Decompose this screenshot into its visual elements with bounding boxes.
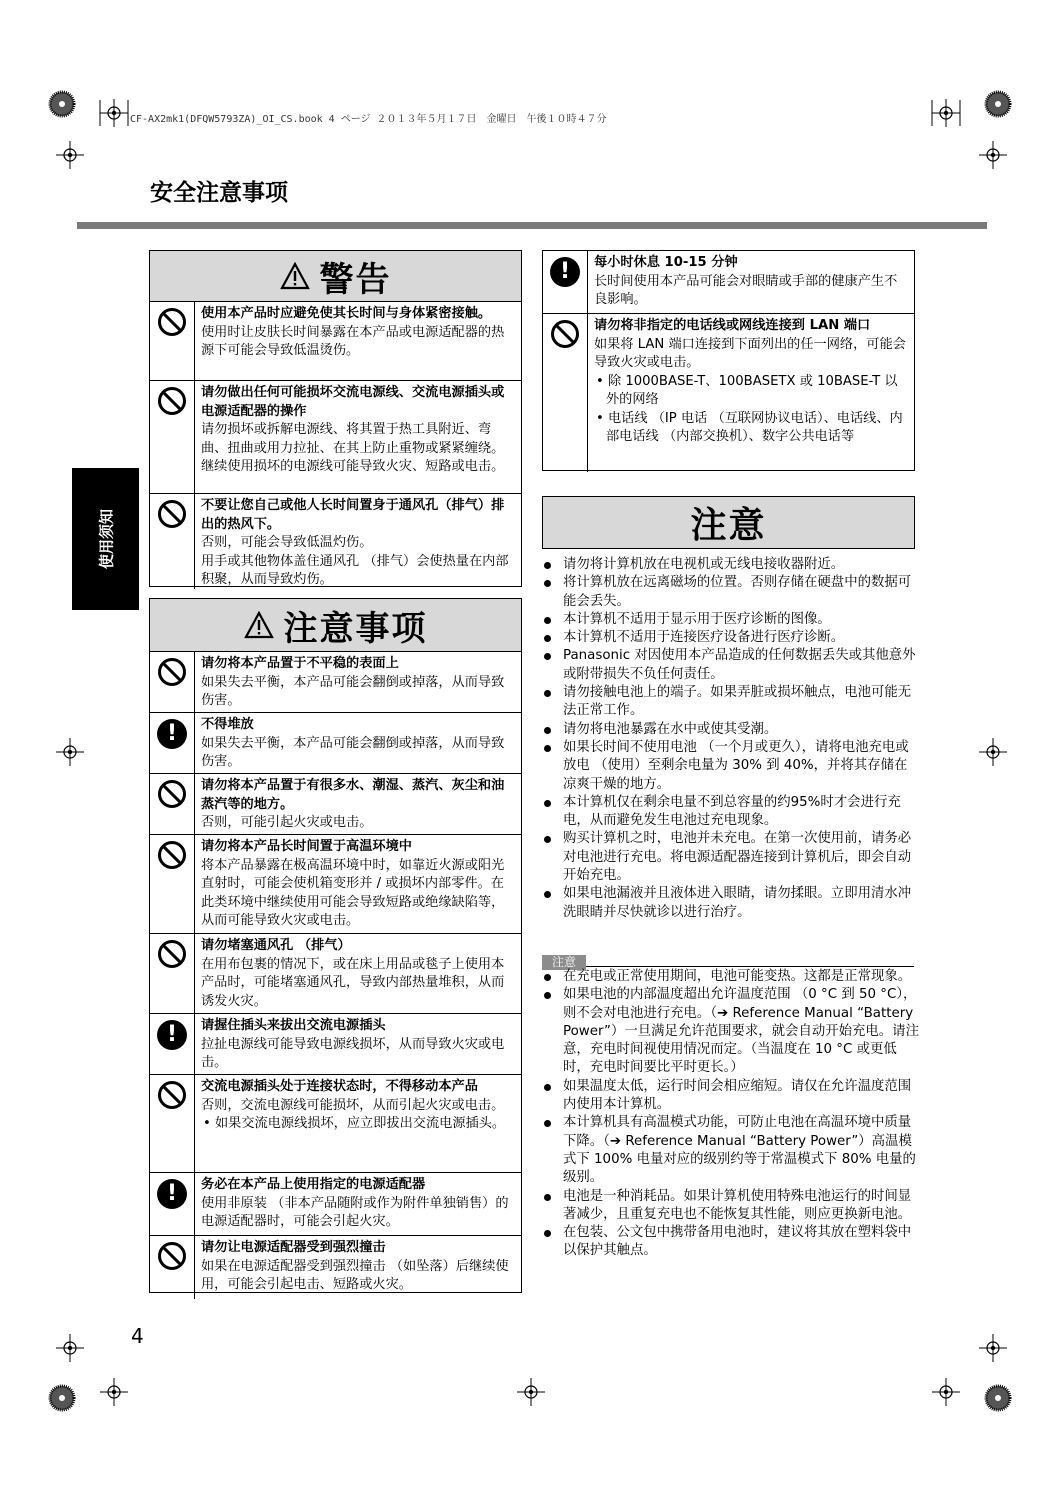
list-item: 在包装、公文包中携带备用电池时，建议将其放在塑料袋中以保护其触点。 — [541, 1224, 919, 1261]
warning-item — [150, 493, 521, 589]
warning-heading-text: 警告 — [319, 259, 392, 300]
side-tab — [72, 468, 139, 610]
crop-header-line: CF-AX2mk1(DFQW5793ZA)_OI_CS.book 4 ページ ２０１３年５月１７日 金曜日 午後１０時４７分 — [130, 114, 607, 125]
list-item: 本计算机具有高温模式功能，可防止电池在高温环境中质量下降。（➔ Reference Manual “Battery Power”）高温模式下 100% 电量对应的级别约等于常温模式下 80% 电量的级别。 — [541, 1114, 919, 1187]
list-item: 请勿将电池暴露在水中或使其受潮。 — [541, 721, 919, 739]
item-body: 如果失去平衡，本产品可能会翻倒或掉落，从而导致伤害。 — [201, 674, 505, 708]
item-title: 请勿将非指定的电话线或网线连接到 LAN 端口 — [594, 318, 871, 333]
list-item: 如果电池漏液并且液体进入眼睛，请勿揉眼。立即用清水冲洗眼睛并尽快就诊以进行治疗。 — [541, 885, 919, 922]
item-title: 请勿将本产品长时间置于高温环境中 — [201, 839, 412, 854]
list-item: 本计算机仅在剩余电量不到总容量的约95%时才会进行充电，从而避免发生电池过充电现象。 — [541, 794, 919, 831]
list-item: 将计算机放在远离磁场的位置。否则存储在硬盘中的数据可能会丢失。 — [541, 574, 919, 611]
right-item — [543, 251, 914, 313]
item-body: 使用时让皮肤长时间暴露在本产品或电源适配器的热源下可能会导致低温烫伤。 — [201, 324, 505, 358]
prohibit-icon — [158, 780, 186, 808]
warning-triangle-icon — [280, 262, 310, 290]
attention-heading — [543, 497, 914, 548]
attention-box — [542, 496, 915, 549]
item-title: 请勿将本产品置于不平稳的表面上 — [201, 656, 399, 671]
item-sub-bullet: • 除 1000BASE-T、100BASETX 或 10BASE-T 以外的网络 — [596, 373, 898, 407]
mandatory-icon: ! — [550, 257, 580, 287]
prohibit-icon — [158, 308, 186, 336]
page-title: 安全注意事项 — [150, 180, 288, 206]
prohibit-icon — [158, 1242, 186, 1270]
list-item: Panasonic 对因使用本产品造成的任何数据丢失或其他意外或附带损失不负任何责任。 — [541, 647, 919, 684]
list-item: 在充电或正常使用期间，电池可能变热。这都是正常现象。 — [541, 968, 919, 986]
list-item: 本计算机不适用于连接医疗设备进行医疗诊断。 — [541, 629, 919, 647]
prohibit-icon — [158, 1081, 186, 1109]
item-body: 如果在电源适配器受到强烈撞击 （如坠落）后继续使用，可能会引起电击、短路或火灾。 — [201, 1258, 509, 1292]
item-title: 使用本产品时应避免使其长时间与身体紧密接触。 — [201, 306, 492, 321]
list-item: 请勿接触电池上的端子。如果弄脏或损坏触点，电池可能无法正常工作。 — [541, 684, 919, 721]
list-item: 电池是一种消耗品。如果计算机使用特殊电池运行的时间显著减少，且重复充电也不能恢复其性能，则应更换新电池。 — [541, 1188, 919, 1225]
page-number: 4 — [131, 1324, 144, 1348]
mandatory-icon: ! — [157, 1020, 187, 1050]
item-body: 在用布包裹的情况下，或在床上用品或毯子上使用本产品时，可能堵塞通风孔，导致内部热量堆积，从而诱发火灾。 — [201, 956, 505, 1009]
item-body: 将本产品暴露在极高温环境中时，如靠近火源或阳光直射时，可能会使机箱变形并 / 或损坏内部零件。在此类环境中继续使用可能会导致短路或绝缘缺陷等，从而可能导致火灾或电击。 — [201, 857, 505, 928]
caution-item — [150, 1235, 521, 1299]
item-title: 请勿堵塞通风孔 （排气） — [201, 938, 351, 953]
item-sub-bullet: • 电话线 （IP 电话 （互联网协议电话）、电话线、内部电话线 （内部交换机）、数字公共电话等 — [596, 410, 903, 444]
list-item: 请勿将计算机放在电视机或无线电接收器附近。 — [541, 556, 919, 574]
item-title: 请握住插头来拔出交流电源插头 — [201, 1018, 386, 1033]
title-rule — [77, 222, 987, 229]
mandatory-icon: ! — [157, 719, 187, 749]
side-tab-label: 使用须知 — [97, 508, 115, 570]
item-title: 请勿让电源适配器受到强烈撞击 — [201, 1240, 386, 1255]
note-label — [542, 951, 914, 967]
item-body: 否则，交流电源线可能损坏，从而引起火灾或电击。 — [201, 1097, 505, 1113]
item-title: 交流电源插头处于连接状态时，不得移动本产品 — [201, 1079, 478, 1094]
caution-item — [150, 1013, 521, 1074]
caution-item — [150, 652, 521, 712]
item-title: 务必在本产品上使用指定的电源适配器 — [201, 1177, 426, 1192]
caution-triangle-icon — [244, 611, 274, 639]
item-body: 使用非原装 （非本产品随附或作为附件单独销售）的电源适配器时，可能会引起火灾。 — [201, 1195, 509, 1229]
right-item — [543, 313, 914, 472]
list-item: 本计算机不适用于显示用于医疗诊断的图像。 — [541, 611, 919, 629]
prohibit-icon — [551, 320, 579, 348]
caution-item — [150, 1074, 521, 1172]
caution-item — [150, 933, 521, 1013]
list-item: 如果长时间不使用电池 （一个月或更久），请将电池充电或放电 （使用）至剩余电量为 30% 到 40%，并将其存储在凉爽干燥的地方。 — [541, 739, 919, 794]
item-body: 拉扯电源线可能导致电源线损坏，从而导致火灾或电击。 — [201, 1036, 505, 1070]
caution-heading — [150, 599, 521, 652]
caution-heading-text: 注意事项 — [283, 608, 428, 649]
caution-item — [150, 773, 521, 834]
item-body: 否则，可能会导致低温灼伤。 用手或其他物体盖住通风孔 （排气）会使热量在内部积聚，从而导致灼伤。 — [201, 535, 509, 587]
item-title: 每小时休息 10-15 分钟 — [594, 255, 738, 270]
item-body: 如果失去平衡，本产品可能会翻倒或掉落，从而导致伤害。 — [201, 735, 505, 769]
item-title: 不要让您自己或他人长时间置身于通风孔（排气）排出的热风下。 — [201, 498, 505, 532]
note-label-text: 注意 — [542, 955, 586, 970]
prohibit-icon — [158, 387, 186, 415]
item-title: 不得堆放 — [201, 717, 254, 732]
attention-list — [541, 556, 919, 922]
item-sub-bullet: • 如果交流电源线损坏，应立即拔出交流电源插头。 — [203, 1116, 506, 1131]
item-title: 请勿做出任何可能损坏交流电源线、交流电源插头或电源适配器的操作 — [201, 385, 505, 419]
caution-item — [150, 712, 521, 773]
item-title: 请勿将本产品置于有很多水、潮湿、蒸汽、灰尘和油蒸汽等的地方。 — [201, 778, 505, 812]
caution-box — [149, 598, 522, 1293]
item-body: 长时间使用本产品可能会对眼睛或手部的健康产生不良影响。 — [594, 273, 898, 307]
attention-heading-text: 注意 — [690, 505, 767, 546]
mandatory-icon: ! — [157, 1179, 187, 1209]
prohibit-icon — [158, 841, 186, 869]
prohibit-icon — [158, 940, 186, 968]
warning-item — [150, 302, 521, 380]
list-item: 如果电池的内部温度超出允许温度范围 （0 °C 到 50 °C），则不会对电池进行充电。（➔ Reference Manual “Battery Power”）一旦满足允许范围要求，就会自动开始充电。请注意，充电时间视使用情况而定。（当温度在 10 °C 或更低时，充电时间要比平时更长。） — [541, 986, 919, 1077]
list-item: 如果温度太低，运行时间会相应缩短。请仅在允许温度范围内使用本计算机。 — [541, 1078, 919, 1115]
item-body: 如果将 LAN 端口连接到下面列出的任一网络，可能会导致火灾或电击。 — [594, 336, 906, 370]
prohibit-icon — [158, 658, 186, 686]
caution-item — [150, 834, 521, 933]
warning-item — [150, 380, 521, 493]
warning-heading — [150, 251, 521, 302]
list-item: 购买计算机之时，电池并未充电。在第一次使用前，请务必对电池进行充电。将电源适配器连接到计算机后，即会自动开始充电。 — [541, 830, 919, 885]
item-body: 请勿损坏或拆解电源线、将其置于热工具附近、弯曲、扭曲或用力拉扯、在其上防止重物或紧紧缠绕。继续使用损坏的电源线可能导致火灾、短路或电击。 — [201, 422, 505, 474]
right-warning-box — [542, 250, 915, 471]
item-body: 否则，可能引起火灾或电击。 — [201, 815, 373, 830]
warning-box — [149, 250, 522, 587]
note-list — [541, 968, 919, 1261]
prohibit-icon — [158, 500, 186, 528]
caution-item — [150, 1172, 521, 1235]
